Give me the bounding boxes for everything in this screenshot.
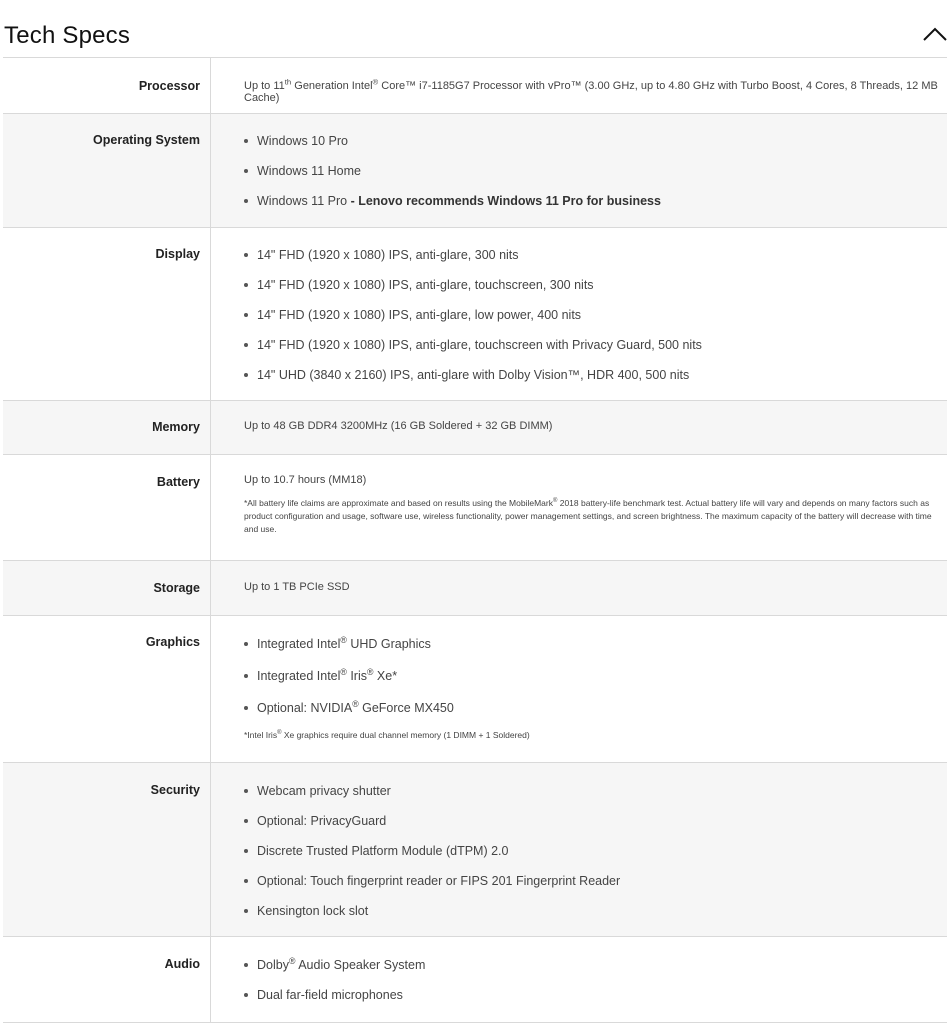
spec-value: Up to 48 GB DDR4 3200MHz (16 GB Soldered + 32 GB DIMM) [244,420,553,432]
list-item: 14" FHD (1920 x 1080) IPS, anti-glare, touchscreen with Privacy Guard, 500 nits [244,337,947,353]
spec-label: Processor [3,58,211,113]
spec-row-processor [3,58,947,114]
spec-row-storage [3,561,947,616]
spec-value [211,228,947,400]
superscript: ® [372,77,379,87]
spec-list [244,247,947,383]
spec-value [211,763,947,936]
recommendation-text: - Lenovo recommends Windows 11 Pro for business [347,194,661,208]
text-part: Integrated Intel [257,637,341,651]
spec-label: Operating System [3,114,211,227]
spec-label: Security [3,763,211,936]
text-part: Xe graphics require dual channel memory (1 DIMM + 1 Soldered) [281,730,530,740]
text-part: Xe* [373,669,398,683]
list-item [244,193,947,209]
spec-label: Memory [3,401,211,454]
text-part: Dolby [257,958,289,972]
list-item [244,957,947,973]
text-part: Optional: NVIDIA [257,701,353,715]
superscript: ® [367,666,374,677]
spec-value [211,616,947,762]
text-part: Up to 11 [244,80,285,92]
list-item: Optional: PrivacyGuard [244,813,947,829]
text-part: Generation Intel [291,80,373,92]
superscript: ® [340,634,347,645]
list-item: 14" UHD (3840 x 2160) IPS, anti-glare with Dolby Vision™, HDR 400, 500 nits [244,367,947,383]
tech-specs-header [0,0,950,57]
specs-table [3,57,947,1023]
list-item [244,636,947,652]
superscript: ® [352,698,359,709]
text-part: Integrated Intel [257,669,341,683]
list-item [244,700,947,716]
list-item: Windows 11 Home [244,163,947,179]
battery-value: Up to 10.7 hours (MM18) [244,474,367,486]
spec-label: Audio [3,937,211,1022]
list-item: Discrete Trusted Platform Module (dTPM) 2.0 [244,843,947,859]
superscript: ® [277,730,282,737]
list-item: Optional: Touch fingerprint reader or FIPS 201 Fingerprint Reader [244,873,947,889]
list-item: 14" FHD (1920 x 1080) IPS, anti-glare, low power, 400 nits [244,307,947,323]
text-part: Core™ i7-1185G7 Processor with vPro™ (3.00 GHz, up to 4.80 GHz with Turbo Boost, 4 Cores, 8 Threads, 12 MB Cache) [244,80,938,104]
section-title: Tech Specs [4,22,131,49]
text-part: UHD Graphics [346,637,431,651]
text-part: 2018 battery-life benchmark test. Actual battery life will vary and depends on many factors such as product configuration and usage, software use, wireless functionality, power management settings, and screen brightness. The maximum capacity of the battery will decrease with time and use. [244,498,932,534]
spec-list [244,133,947,209]
list-item: Webcam privacy shutter [244,783,947,799]
spec-row-display [3,228,947,401]
list-item: 14" FHD (1920 x 1080) IPS, anti-glare, 300 nits [244,247,947,263]
superscript: th [284,77,292,87]
superscript: ® [552,498,558,505]
spec-list [244,783,947,919]
spec-list [244,636,947,716]
text-part: Iris [346,669,367,683]
superscript: ® [340,666,347,677]
spec-row-audio [3,937,947,1023]
list-item: Windows 10 Pro [244,133,947,149]
spec-label: Display [3,228,211,400]
text-part: Windows 11 Pro [257,194,348,208]
spec-value [211,58,947,113]
list-item [244,668,947,684]
collapse-toggle[interactable] [921,24,949,44]
text-part: *Intel Iris [244,730,278,740]
battery-footnote [244,497,947,536]
spec-value [211,455,947,560]
spec-value [211,937,947,1022]
graphics-footnote [244,730,947,740]
list-item: 14" FHD (1920 x 1080) IPS, anti-glare, touchscreen, 300 nits [244,277,947,293]
spec-row-security [3,763,947,937]
list-item: Dual far-field microphones [244,987,947,1003]
spec-value: Up to 1 TB PCIe SSD [244,581,350,593]
superscript: ® [288,955,296,966]
spec-label: Graphics [3,616,211,762]
spec-row-operating-system [3,114,947,228]
chevron-up-icon [921,24,949,44]
list-item: Kensington lock slot [244,903,947,919]
text-part: GeForce MX450 [358,701,454,715]
spec-row-battery [3,455,947,561]
spec-row-memory [3,401,947,455]
text-part: *All battery life claims are approximate and based on results using the MobileMark [244,498,553,508]
spec-row-graphics [3,616,947,763]
spec-label: Battery [3,455,211,560]
spec-label: Storage [3,561,211,615]
spec-list [244,957,947,1003]
text-part: Audio Speaker System [295,958,426,972]
spec-value [211,114,947,227]
